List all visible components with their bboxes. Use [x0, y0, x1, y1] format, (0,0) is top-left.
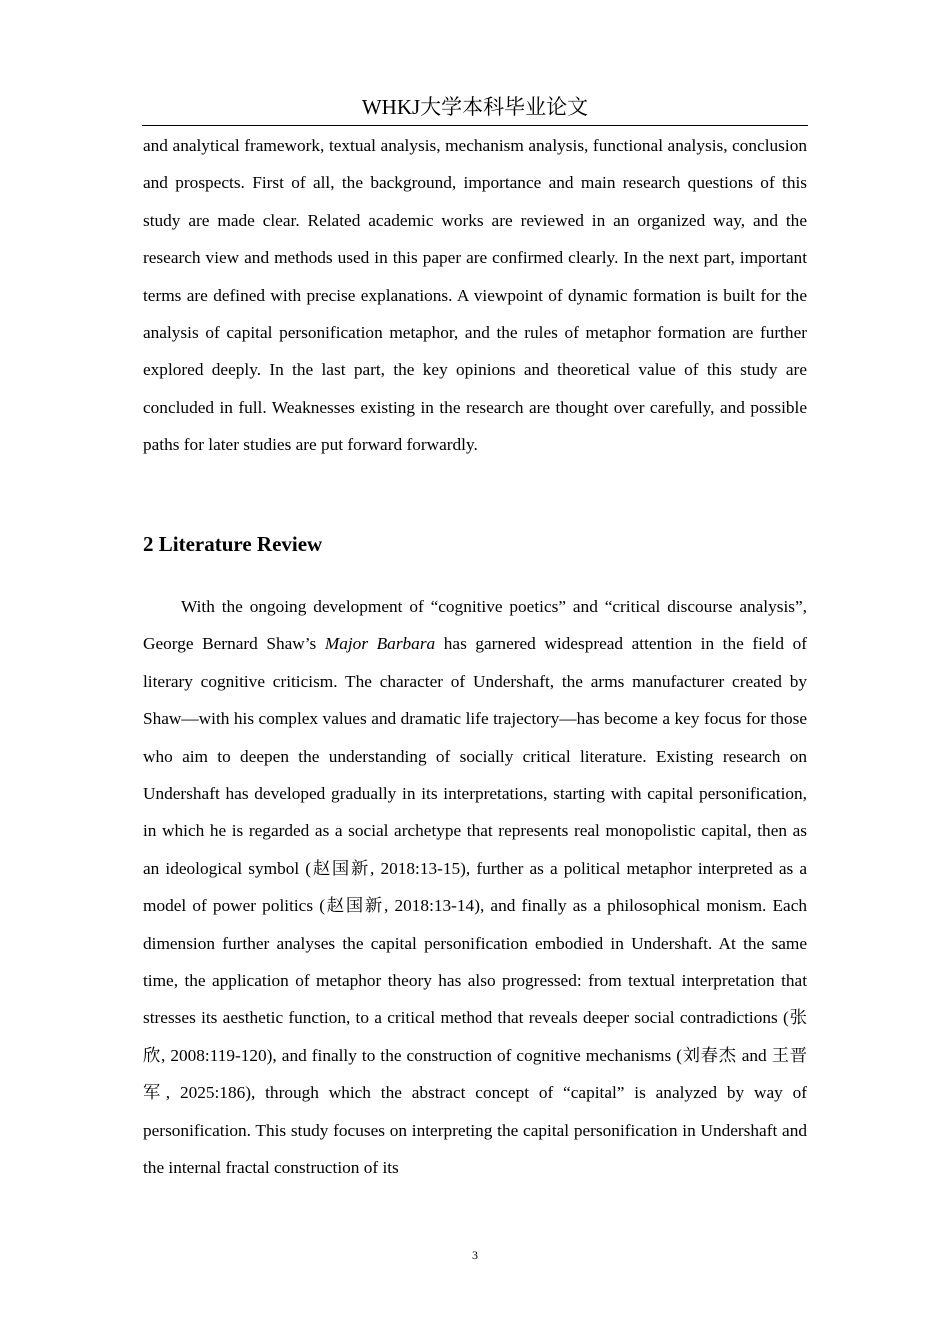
work-title-italic: Major Barbara	[324, 634, 436, 654]
header-title: WHKJ大学本科毕业论文	[361, 95, 589, 119]
section-heading: 2 Literature Review	[143, 532, 323, 556]
paragraph-2-part-2: has garnered widespread attention in the field of literary cognitive criticism. The character of Undershaft, the arms manufacturer created by Shaw—with his complex values and dramatic life trajectory—has become a key focus for those who aim to deepen the understanding of socially critical literature. Existing research on Undershaft has developed gradually in its interpretations, starting with capital personification, in which he is regarded as a social archetype that represents real monopolistic capital, then as an ideological symbol (赵国新, 2018:13-15), further as a political metaphor interpreted as a model of power politics (赵国新, 2018:13-14), and finally as a philosophical monism. Each dimension further analyses the capital personification embodied in Undershaft. At the same time, the application of metaphor theory has also progressed: from textual interpretation that stresses its aesthetic function, to a critical method that reveals deeper social contradictions (张欣, 2008:119-120), and finally to the construction of cognitive mechanisms (刘春杰 and 王晋军, 2025:186), through which the abstract concept of “capital” is analyzed by way of personification. This study focuses on interpreting the capital personification in Undershaft and the internal fractal construction of its	[143, 634, 807, 1178]
paragraph-2-part-1: With the ongoing development of “cognitive poetics” and “critical discourse analysis”, George Bernard Shaw’s	[143, 597, 807, 654]
body-paragraph-2	[143, 588, 807, 1187]
body-paragraph-1: and analytical framework, textual analysis, mechanism analysis, functional analysis, conclusion and prospects. First of all, the background, importance and main research questions of this study are made clear. Related academic works are reviewed in an organized way, and the research view and methods used in this paper are confirmed clearly. In the next part, important terms are defined with precise explanations. A viewpoint of dynamic formation is built for the analysis of capital personification metaphor, and the rules of metaphor formation are further explored deeply. In the last part, the key opinions and theoretical value of this study are concluded in full. Weaknesses existing in the research are thought over carefully, and possible paths for later studies are put forward forwardly.	[143, 136, 807, 455]
page-header	[142, 92, 808, 126]
page-number: 3	[472, 1248, 478, 1262]
